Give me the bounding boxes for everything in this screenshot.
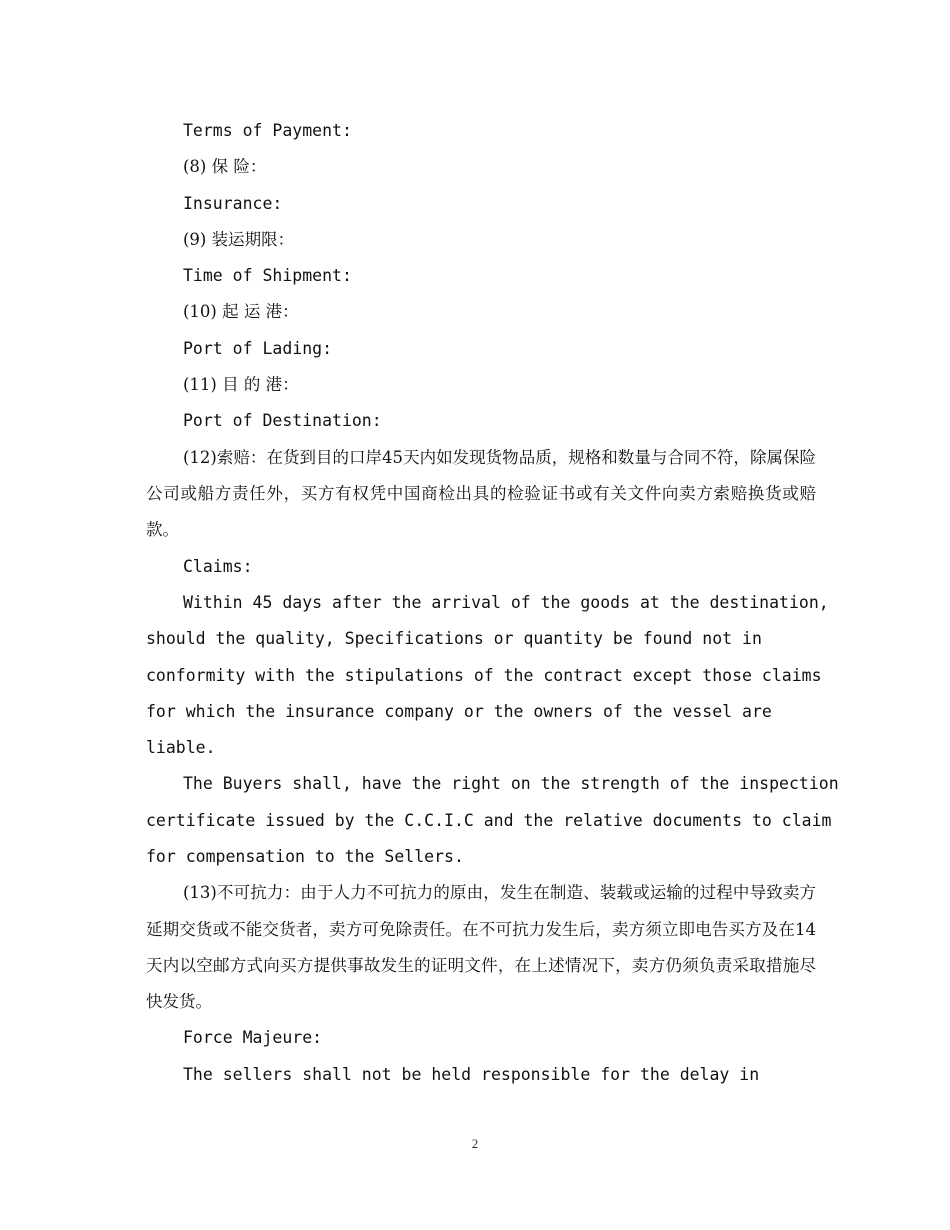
buyers-rights-line: certificate issued by the C.C.I.C and the relative documents to claim xyxy=(146,810,832,830)
claims-text-line: conformity with the stipulations of the contract except those claims xyxy=(146,665,822,685)
buyers-rights-line: The Buyers shall, have the right on the strength of the inspection xyxy=(183,774,839,794)
buyers-rights-line: for compensation to the Sellers. xyxy=(146,847,464,867)
document-body xyxy=(146,113,839,1093)
claims-text-line: Within 45 days after the arrival of the goods at the destination, xyxy=(183,592,829,612)
insurance-label: Insurance: xyxy=(183,193,283,213)
time-of-shipment-label: Time of Shipment: xyxy=(183,266,352,286)
shipment-time-cn-label: (9) 装运期限： xyxy=(183,229,295,249)
destination-port-cn-label: (11) 目 的 港： xyxy=(183,375,299,395)
claims-text-line: liable. xyxy=(146,738,216,758)
force-majeure-text: The sellers shall not be held responsible for the delay in xyxy=(183,1064,760,1084)
port-of-destination-label: Port of Destination: xyxy=(183,411,382,431)
claims-heading: Claims: xyxy=(183,556,253,576)
clause-12-claims-cn: (12)索赔：在货到目的口岸45天内如发现货物品质，规格和数量与合同不符，除属保险公司或船方责任外，买方有权凭中国商检出具的检验证书或有关文件向卖方索赔换货或赔款。 xyxy=(146,447,816,540)
force-majeure-heading: Force Majeure: xyxy=(183,1028,323,1048)
port-of-lading-cn-label: (10) 起 运 港： xyxy=(183,302,299,322)
port-of-lading-label: Port of Lading: xyxy=(183,338,333,358)
terms-of-payment-label: Terms of Payment: xyxy=(183,121,352,140)
insurance-cn-label: (8) 保 险： xyxy=(183,157,267,177)
claims-text-line: for which the insurance company or the owners of the vessel are xyxy=(146,701,772,721)
claims-text-line: should the quality, Specifications or quantity be found not in xyxy=(146,629,762,649)
page-number: 2 xyxy=(471,1136,479,1151)
clause-13-force-majeure-cn: (13)不可抗力：由于人力不可抗力的原由，发生在制造、装载或运输的过程中导致卖方延期交货或不能交货者，卖方可免除责任。在不可抗力发生后，卖方须立即电告买方及在14天内以空邮方式向买方提供事故发生的证明文件，在上述情况下，卖方仍须负责采取措施尽快发货。 xyxy=(146,883,816,1012)
